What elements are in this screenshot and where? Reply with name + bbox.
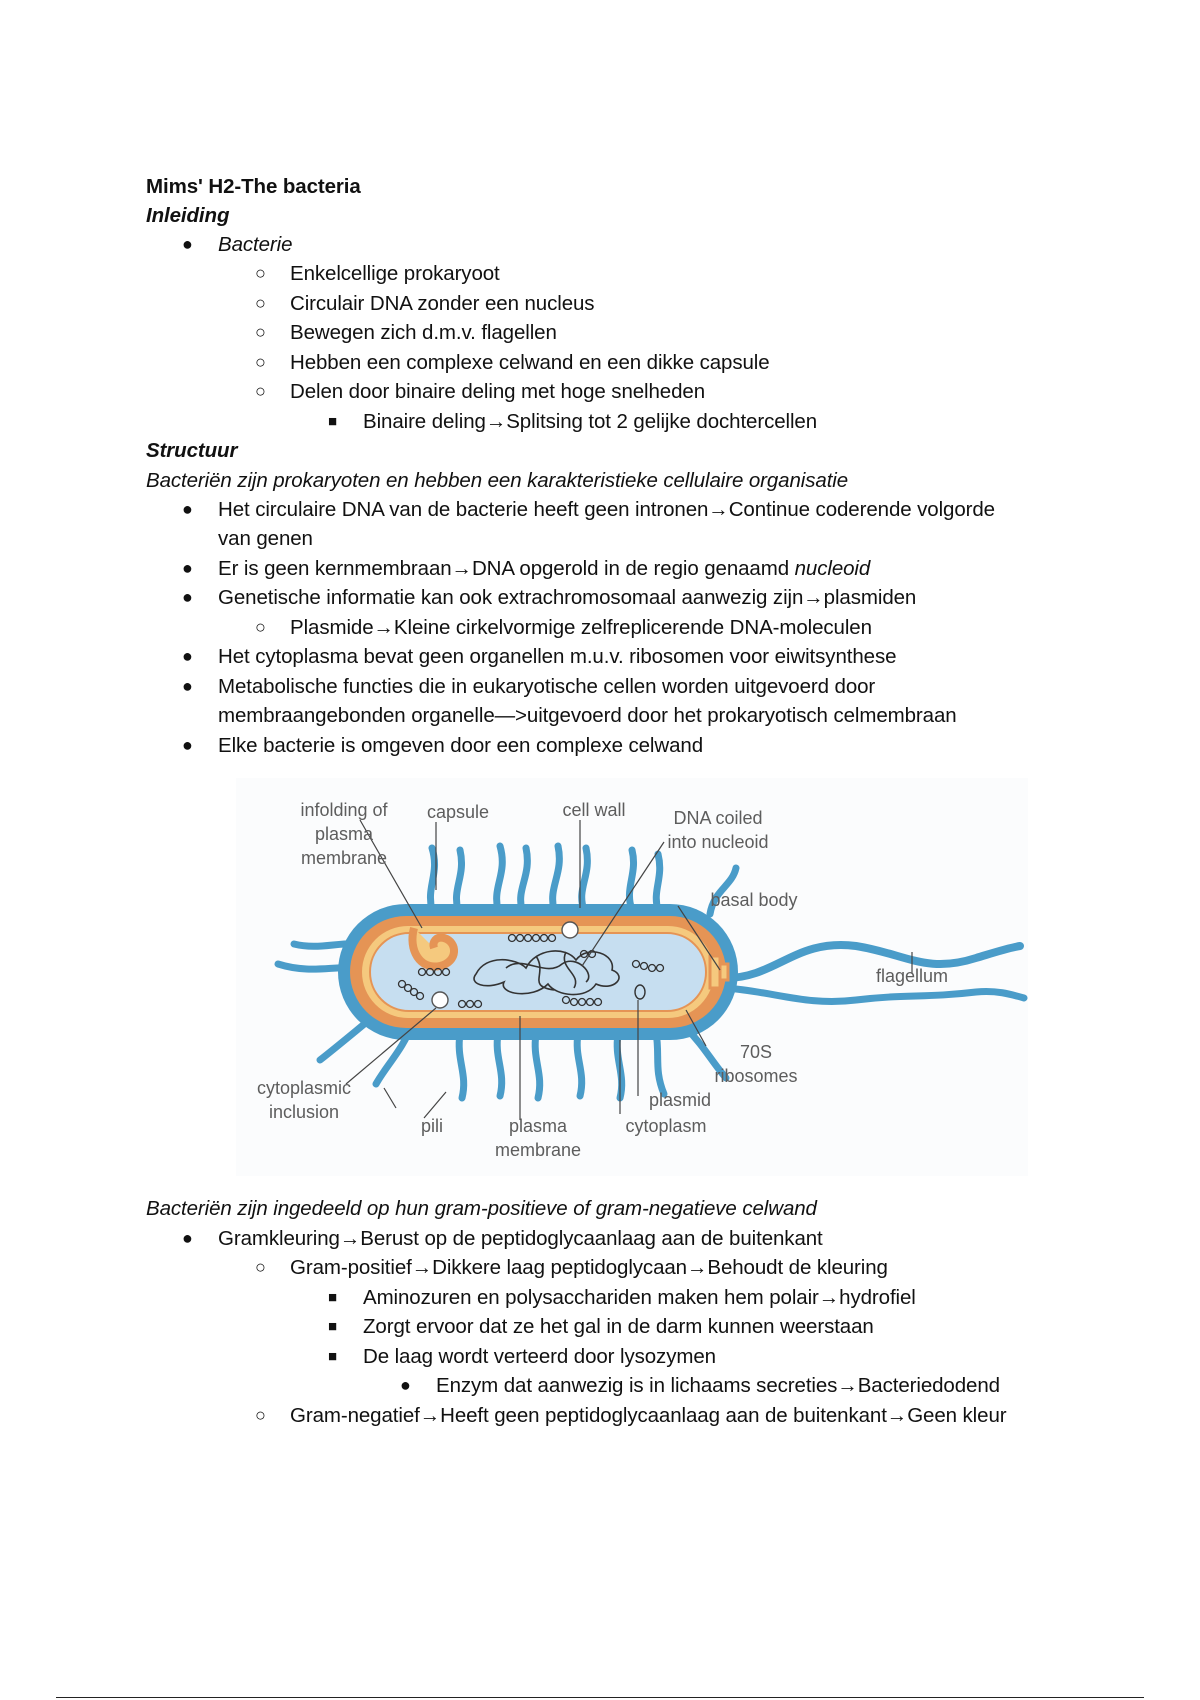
list-item-continuation: membraangebonden organelle—>uitgevoerd door het prokaryotisch celmembraan <box>218 704 957 727</box>
footer-rule <box>56 1697 1144 1698</box>
label-into-nucleoid: into nucleoid <box>667 832 769 852</box>
structuur-intro: Bacteriën zijn prokaryoten en hebben een karakteristieke cellulaire organisatie <box>146 469 849 492</box>
list-item-continuation: van genen <box>218 527 313 550</box>
list-item: Zorgt ervoor dat ze het gal in de darm kunnen weerstaan <box>363 1315 874 1338</box>
label-plasma: plasma <box>508 1116 568 1136</box>
circle-bullet: ○ <box>255 1405 266 1425</box>
label-infolding-3: membrane <box>300 848 388 868</box>
label-cytoplasm: cytoplasm <box>625 1116 707 1136</box>
disc-bullet: ● <box>182 646 193 666</box>
section-heading-inleiding: Inleiding <box>146 204 230 227</box>
circle-bullet: ○ <box>255 293 266 313</box>
list-item: Plasmide→Kleine cirkelvormige zelfreplicerende DNA-moleculen <box>290 616 872 639</box>
list-item: Enkelcellige prokaryoot <box>290 262 500 285</box>
list-item: Enzym dat aanwezig is in lichaams secreties→Bacteriedodend <box>436 1374 1000 1397</box>
label-cell-wall: cell wall <box>562 800 626 820</box>
disc-bullet: ● <box>182 1228 193 1248</box>
list-item: Aminozuren en polysacchariden maken hem polair→hydrofiel <box>363 1286 916 1309</box>
square-bullet: ■ <box>328 1318 338 1335</box>
nucleoid-emphasis: nucleoid <box>794 557 871 580</box>
label-capsule: capsule <box>426 802 490 822</box>
label-infolding-2: plasma <box>314 824 374 844</box>
list-item <box>218 554 870 583</box>
gram-intro: Bacteriën zijn ingedeeld op hun gram-positieve of gram-negatieve celwand <box>146 1197 817 1220</box>
list-item: Genetische informatie kan ook extrachromosomaal aanwezig zijn→plasmiden <box>218 586 917 609</box>
circle-bullet: ○ <box>255 322 266 342</box>
label-flagellum: flagellum <box>875 966 949 986</box>
disc-bullet: ● <box>182 587 193 607</box>
label-70s: 70S <box>739 1042 773 1062</box>
bacteria-diagram-svg <box>236 778 1028 1176</box>
flagellum-tail <box>726 945 1020 978</box>
list-item-bacterie: Bacterie <box>218 233 293 256</box>
circle-bullet: ○ <box>255 1257 266 1277</box>
disc-bullet: ● <box>182 735 193 755</box>
list-item: Het cytoplasma bevat geen organellen m.u.v. ribosomen voor eiwitsynthese <box>218 645 897 668</box>
label-infolding: infolding of <box>300 800 388 820</box>
circle-bullet: ○ <box>255 352 266 372</box>
list-item: Hebben een complexe celwand en een dikke capsule <box>290 351 770 374</box>
square-bullet: ■ <box>328 1289 338 1306</box>
text-run: Er is geen kernmembraan→DNA opgerold in de regio genaamd <box>218 557 795 580</box>
disc-bullet: ● <box>182 676 193 696</box>
circle-bullet: ○ <box>255 381 266 401</box>
square-bullet: ■ <box>328 413 338 430</box>
label-cytoplasmic: cytoplasmic <box>256 1078 352 1098</box>
section-heading-structuur: Structuur <box>146 439 238 462</box>
list-item: Gram-positief→Dikkere laag peptidoglycaan→Behoudt de kleuring <box>290 1256 888 1279</box>
label-pili: pili <box>420 1116 444 1136</box>
list-item: De laag wordt verteerd door lysozymen <box>363 1345 716 1368</box>
label-basal-body: basal body <box>710 890 798 910</box>
label-inclusion: inclusion <box>268 1102 340 1122</box>
disc-bullet: ● <box>182 558 193 578</box>
list-item: Het circulaire DNA van de bacterie heeft geen intronen→Continue coderende volgorde <box>218 498 995 521</box>
label-plasmid: plasmid <box>648 1090 712 1110</box>
list-item: Circulair DNA zonder een nucleus <box>290 292 595 315</box>
label-plasma-membrane: membrane <box>494 1140 582 1160</box>
list-item: Binaire deling→Splitsing tot 2 gelijke dochtercellen <box>363 410 818 433</box>
square-bullet: ■ <box>328 1348 338 1365</box>
bacteria-diagram <box>236 778 1028 1176</box>
list-item: Metabolische functies die in eukaryotische cellen worden uitgevoerd door <box>218 675 876 698</box>
label-dna-coiled: DNA coiled <box>673 808 763 828</box>
list-item: Gram-negatief→Heeft geen peptidoglycaanlaag aan de buitenkant→Geen kleur <box>290 1404 1007 1427</box>
disc-bullet: ● <box>182 499 193 519</box>
disc-bullet: ● <box>182 234 193 254</box>
list-item: Elke bacterie is omgeven door een complexe celwand <box>218 734 703 757</box>
pili-top <box>430 846 736 914</box>
list-item: Gramkleuring→Berust op de peptidoglycaanlaag aan de buitenkant <box>218 1227 823 1250</box>
page-title: Mims' H2-The bacteria <box>146 175 361 198</box>
label-ribosomes: ribosomes <box>714 1066 798 1086</box>
disc-bullet: ● <box>400 1375 411 1395</box>
list-item: Delen door binaire deling met hoge snelheden <box>290 380 706 403</box>
circle-bullet: ○ <box>255 617 266 637</box>
circle-bullet: ○ <box>255 263 266 283</box>
list-item: Bewegen zich d.m.v. flagellen <box>290 321 557 344</box>
